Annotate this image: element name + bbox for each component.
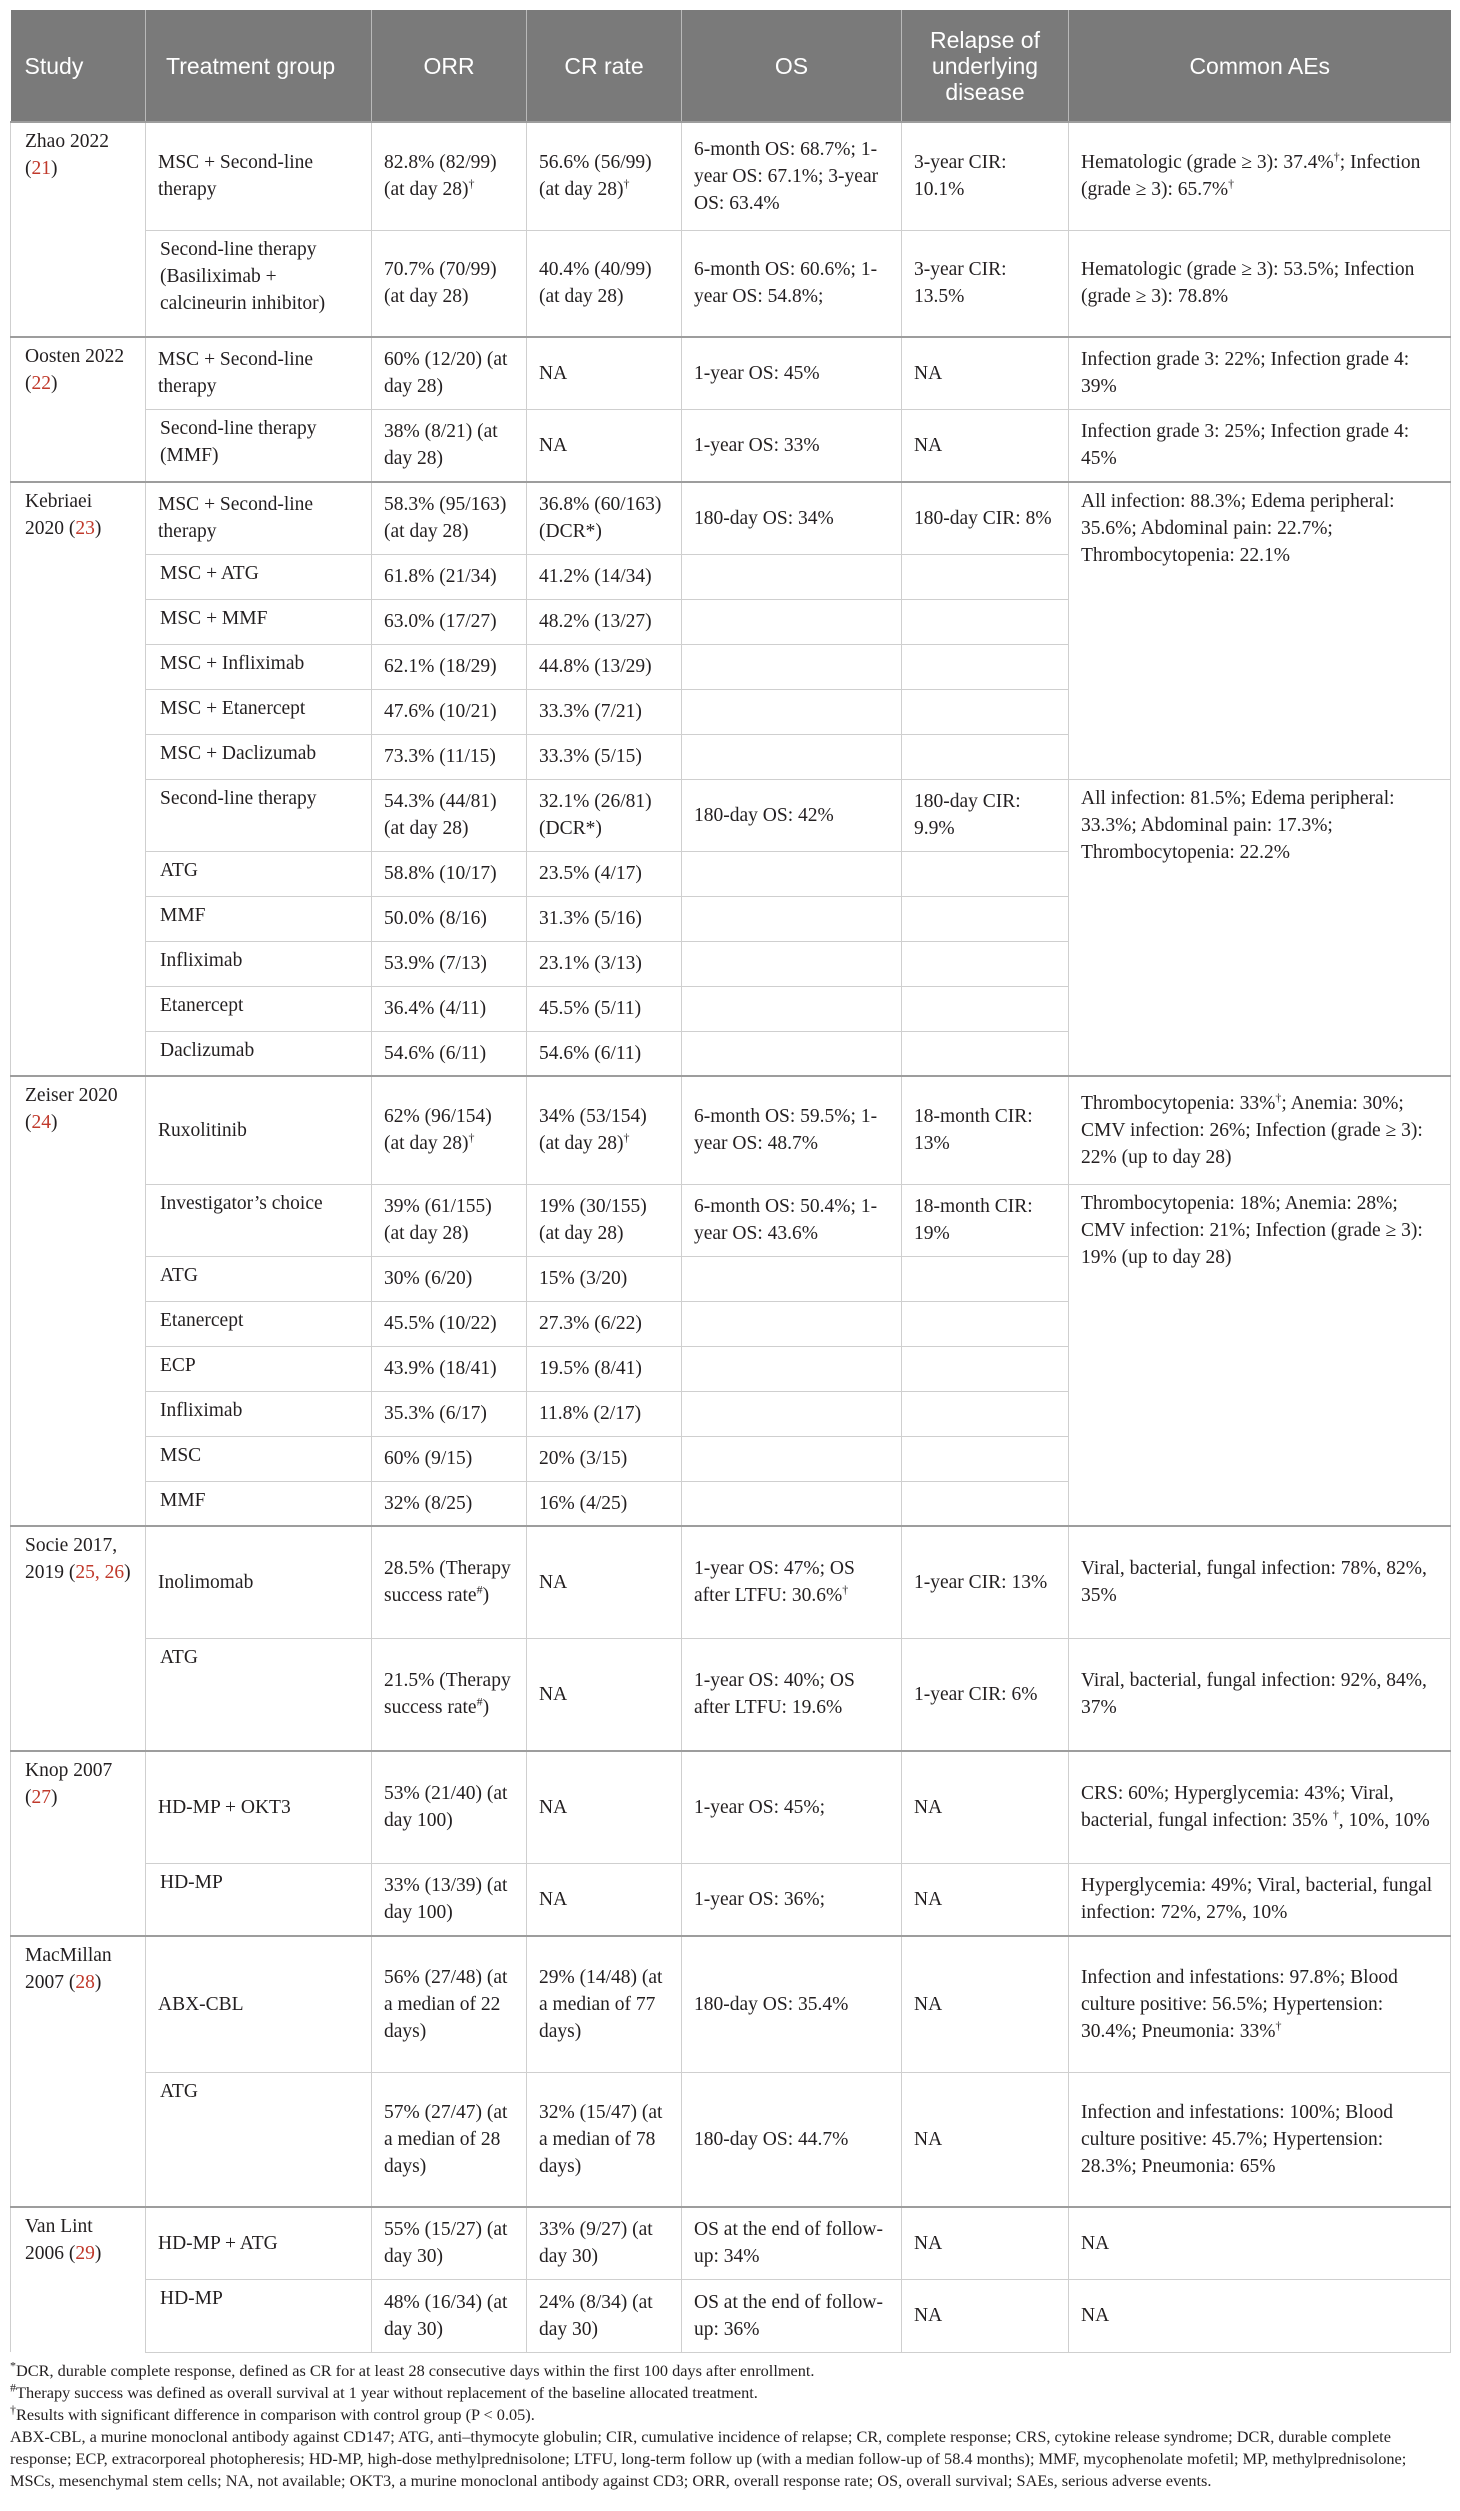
- relapse-cell: [902, 1436, 1069, 1481]
- os-cell: [682, 644, 902, 689]
- table-row: [11, 409, 1451, 482]
- study-cell: MacMillan 2007 (28): [11, 1936, 146, 2207]
- ae-cell: Hematologic (grade ≥ 3): 37.4%†; Infection (grade ≥ 3): 65.7%†: [1069, 122, 1451, 230]
- treatment-cell: MSC + Second-line therapy: [146, 337, 372, 409]
- os-cell: 1-year OS: 36%;: [682, 1863, 902, 1936]
- table-row: [11, 1936, 1451, 2072]
- relapse-cell: 180-day CIR: 8%: [902, 482, 1069, 554]
- orr-cell: 45.5% (10/22): [372, 1301, 527, 1346]
- table-row: [11, 122, 1451, 230]
- ae-cell: Hyperglycemia: 49%; Viral, bacterial, fungal infection: 72%, 27%, 10%: [1069, 1863, 1451, 1936]
- treatment-comparison-table: [10, 10, 1451, 2353]
- relapse-cell: 180-day CIR: 9.9%: [902, 779, 1069, 851]
- os-cell: [682, 1256, 902, 1301]
- header-os: OS: [682, 10, 902, 122]
- orr-cell: 47.6% (10/21): [372, 689, 527, 734]
- os-cell: 6-month OS: 59.5%; 1-year OS: 48.7%: [682, 1076, 902, 1184]
- relapse-cell: [902, 599, 1069, 644]
- relapse-cell: [902, 851, 1069, 896]
- treatment-cell: MMF: [146, 896, 372, 941]
- relapse-cell: [902, 689, 1069, 734]
- treatment-cell: ABX-CBL: [146, 1936, 372, 2072]
- os-cell: [682, 734, 902, 779]
- relapse-cell: [902, 941, 1069, 986]
- relapse-cell: [902, 734, 1069, 779]
- treatment-cell: MSC + Second-line therapy: [146, 482, 372, 554]
- treatment-cell: Etanercept: [146, 1301, 372, 1346]
- study-name: Kebriaei 2020: [25, 491, 93, 539]
- os-cell: 6-month OS: 60.6%; 1-year OS: 54.8%;: [682, 230, 902, 337]
- table-row: [11, 1184, 1451, 1256]
- os-cell: [682, 1436, 902, 1481]
- orr-cell: 32% (8/25): [372, 1481, 527, 1526]
- table-row: [11, 482, 1451, 554]
- header-treatment-group: Treatment group: [146, 10, 372, 122]
- os-cell: [682, 851, 902, 896]
- table-row: [11, 230, 1451, 337]
- orr-cell: 38% (8/21) (at day 28): [372, 409, 527, 482]
- study-reference-link[interactable]: 28: [75, 1972, 95, 1993]
- treatment-cell: MSC + Infliximab: [146, 644, 372, 689]
- study-name: Socie 2017, 2019: [25, 1535, 118, 1583]
- treatment-cell: HD-MP + ATG: [146, 2207, 372, 2279]
- treatment-cell: ATG: [146, 1638, 372, 1751]
- cr-cell: 19.5% (8/41): [527, 1346, 682, 1391]
- footnote-abbreviations: ABX-CBL, a murine monoclonal antibody against CD147; ATG, anti–thymocyte globulin; CIR, cumulative incidence of relapse; CR, complete response; CRS, cytokine release syndrome; DCR, durable complete response; ECP, extracorporeal photopheresis; HD-MP, high-dose methylprednisolone; LTFU, long-term follow up (with a median follow-up of 58.4 months); MMF, mycophenolate mofetil; MP, methylprednisolone; MSCs, mesenchymal stem cells; NA, not available; OKT3, a murine monoclonal antibody against CD3; ORR, overall response rate; OS, overall survival; SAEs, serious adverse events.: [10, 2426, 1407, 2490]
- treatment-cell: Second-line therapy (MMF): [146, 409, 372, 482]
- orr-cell: 39% (61/155) (at day 28): [372, 1184, 527, 1256]
- cr-cell: 16% (4/25): [527, 1481, 682, 1526]
- relapse-cell: [902, 986, 1069, 1031]
- orr-cell: 63.0% (17/27): [372, 599, 527, 644]
- footnote-dcr: *DCR, durable complete response, defined as CR for at least 28 consecutive days within the first 100 days after enrollment.: [10, 2358, 815, 2380]
- study-name: Zeiser 2020: [25, 1085, 118, 1106]
- ae-cell: All infection: 81.5%; Edema peripheral: 33.3%; Abdominal pain: 17.3%; Thrombocytopenia: 22.2%: [1069, 779, 1451, 1076]
- ae-cell: Infection and infestations: 97.8%; Blood culture positive: 56.5%; Hypertension: 30.4%; Pneumonia: 33%†: [1069, 1936, 1451, 2072]
- cr-cell: 32% (15/47) (at a median of 78 days): [527, 2072, 682, 2207]
- cr-cell: 31.3% (5/16): [527, 896, 682, 941]
- ae-cell: Hematologic (grade ≥ 3): 53.5%; Infection (grade ≥ 3): 78.8%: [1069, 230, 1451, 337]
- header-cr-rate: CR rate: [527, 10, 682, 122]
- cr-cell: 33.3% (7/21): [527, 689, 682, 734]
- os-cell: [682, 554, 902, 599]
- treatment-cell: MSC + Second-line therapy: [146, 122, 372, 230]
- table-footnotes: [10, 2360, 1450, 2492]
- relapse-cell: 3-year CIR: 10.1%: [902, 122, 1069, 230]
- study-name: Knop 2007: [25, 1760, 113, 1781]
- cr-cell: NA: [527, 1526, 682, 1638]
- orr-cell: 28.5% (Therapy success rate#): [372, 1526, 527, 1638]
- cr-cell: 33% (9/27) (at day 30): [527, 2207, 682, 2279]
- relapse-cell: NA: [902, 337, 1069, 409]
- cr-cell: 44.8% (13/29): [527, 644, 682, 689]
- orr-cell: 57% (27/47) (at a median of 28 days): [372, 2072, 527, 2207]
- cr-cell: 29% (14/48) (at a median of 77 days): [527, 1936, 682, 2072]
- study-reference-link[interactable]: 25, 26: [75, 1562, 125, 1583]
- os-cell: 1-year OS: 40%; OS after LTFU: 19.6%: [682, 1638, 902, 1751]
- ae-cell: NA: [1069, 2279, 1451, 2352]
- orr-cell: 60% (12/20) (at day 28): [372, 337, 527, 409]
- os-cell: [682, 1391, 902, 1436]
- os-cell: [682, 1031, 902, 1076]
- relapse-cell: [902, 1346, 1069, 1391]
- cr-cell: NA: [527, 1863, 682, 1936]
- orr-cell: 48% (16/34) (at day 30): [372, 2279, 527, 2352]
- cr-cell: 56.6% (56/99) (at day 28)†: [527, 122, 682, 230]
- relapse-cell: 18-month CIR: 13%: [902, 1076, 1069, 1184]
- cr-cell: 45.5% (5/11): [527, 986, 682, 1031]
- os-cell: [682, 986, 902, 1031]
- header-orr: ORR: [372, 10, 527, 122]
- study-name: Van Lint 2006: [25, 2216, 93, 2264]
- orr-cell: 35.3% (6/17): [372, 1391, 527, 1436]
- relapse-cell: NA: [902, 1751, 1069, 1863]
- treatment-cell: HD-MP: [146, 1863, 372, 1936]
- table-header-row: [11, 10, 1451, 122]
- ae-cell: All infection: 88.3%; Edema peripheral: 35.6%; Abdominal pain: 22.7%; Thrombocytopenia: 22.1%: [1069, 482, 1451, 779]
- orr-cell: 50.0% (8/16): [372, 896, 527, 941]
- orr-cell: 55% (15/27) (at day 30): [372, 2207, 527, 2279]
- cr-cell: NA: [527, 337, 682, 409]
- cr-cell: 27.3% (6/22): [527, 1301, 682, 1346]
- relapse-cell: 3-year CIR: 13.5%: [902, 230, 1069, 337]
- relapse-cell: NA: [902, 2072, 1069, 2207]
- orr-cell: 62% (96/154) (at day 28)†: [372, 1076, 527, 1184]
- ae-cell: Infection and infestations: 100%; Blood culture positive: 45.7%; Hypertension: 28.3%; Pneumonia: 65%: [1069, 2072, 1451, 2207]
- treatment-cell: ATG: [146, 2072, 372, 2207]
- cr-cell: 11.8% (2/17): [527, 1391, 682, 1436]
- treatment-cell: Ruxolitinib: [146, 1076, 372, 1184]
- relapse-cell: NA: [902, 2279, 1069, 2352]
- os-cell: [682, 941, 902, 986]
- study-reference-link[interactable]: 29: [75, 2243, 95, 2264]
- orr-cell: 70.7% (70/99) (at day 28): [372, 230, 527, 337]
- study-name: Zhao 2022: [25, 131, 109, 152]
- table-row: [11, 1863, 1451, 1936]
- table-row: [11, 1526, 1451, 1638]
- comparison-table-container: [10, 10, 1450, 2492]
- os-cell: 1-year OS: 45%;: [682, 1751, 902, 1863]
- orr-cell: 60% (9/15): [372, 1436, 527, 1481]
- study-name: MacMillan 2007: [25, 1945, 112, 1993]
- os-cell: 180-day OS: 35.4%: [682, 1936, 902, 2072]
- treatment-cell: Second-line therapy: [146, 779, 372, 851]
- orr-cell: 61.8% (21/34): [372, 554, 527, 599]
- relapse-cell: [902, 1481, 1069, 1526]
- relapse-cell: [902, 554, 1069, 599]
- table-row: [11, 1638, 1451, 1751]
- relapse-cell: NA: [902, 1863, 1069, 1936]
- treatment-cell: Infliximab: [146, 941, 372, 986]
- treatment-cell: Investigator’s choice: [146, 1184, 372, 1256]
- cr-cell: NA: [527, 1751, 682, 1863]
- ae-cell: CRS: 60%; Hyperglycemia: 43%; Viral, bacterial, fungal infection: 35% †, 10%, 10%: [1069, 1751, 1451, 1863]
- table-row: [11, 2072, 1451, 2207]
- orr-cell: 43.9% (18/41): [372, 1346, 527, 1391]
- study-cell: Oosten 2022 (22): [11, 337, 146, 482]
- os-cell: 180-day OS: 42%: [682, 779, 902, 851]
- ae-cell: Viral, bacterial, fungal infection: 92%, 84%, 37%: [1069, 1638, 1451, 1751]
- cr-cell: 34% (53/154) (at day 28)†: [527, 1076, 682, 1184]
- relapse-cell: NA: [902, 409, 1069, 482]
- orr-cell: 58.8% (10/17): [372, 851, 527, 896]
- treatment-cell: Etanercept: [146, 986, 372, 1031]
- treatment-cell: HD-MP: [146, 2279, 372, 2352]
- table-row: [11, 337, 1451, 409]
- cr-cell: 23.1% (3/13): [527, 941, 682, 986]
- orr-cell: 56% (27/48) (at a median of 22 days): [372, 1936, 527, 2072]
- footnote-therapy-success: #Therapy success was defined as overall survival at 1 year without replacement of the baseline allocated treatment.: [10, 2380, 758, 2402]
- study-cell: Zhao 2022 (21): [11, 122, 146, 337]
- treatment-cell: MSC + MMF: [146, 599, 372, 644]
- os-cell: OS at the end of follow-up: 36%: [682, 2279, 902, 2352]
- ae-cell: Thrombocytopenia: 33%†; Anemia: 30%; CMV infection: 26%; Infection (grade ≥ 3): 22% (up to day 28): [1069, 1076, 1451, 1184]
- orr-cell: 30% (6/20): [372, 1256, 527, 1301]
- table-row: [11, 2279, 1451, 2352]
- os-cell: 1-year OS: 45%: [682, 337, 902, 409]
- cr-cell: 20% (3/15): [527, 1436, 682, 1481]
- header-relapse: Relapse of underlying disease: [902, 10, 1069, 122]
- os-cell: 6-month OS: 50.4%; 1-year OS: 43.6%: [682, 1184, 902, 1256]
- relapse-cell: [902, 1301, 1069, 1346]
- relapse-cell: [902, 1256, 1069, 1301]
- treatment-cell: MSC + Daclizumab: [146, 734, 372, 779]
- os-cell: [682, 1301, 902, 1346]
- cr-cell: 23.5% (4/17): [527, 851, 682, 896]
- study-reference-link[interactable]: 24: [31, 1112, 51, 1133]
- os-cell: [682, 1481, 902, 1526]
- orr-cell: 82.8% (82/99) (at day 28)†: [372, 122, 527, 230]
- treatment-cell: MSC + ATG: [146, 554, 372, 599]
- os-cell: [682, 896, 902, 941]
- cr-cell: 24% (8/34) (at day 30): [527, 2279, 682, 2352]
- study-cell: Knop 2007 (27): [11, 1751, 146, 1936]
- orr-cell: 21.5% (Therapy success rate#): [372, 1638, 527, 1751]
- os-cell: OS at the end of follow-up: 34%: [682, 2207, 902, 2279]
- ae-cell: Infection grade 3: 25%; Infection grade 4: 45%: [1069, 409, 1451, 482]
- orr-cell: 33% (13/39) (at day 100): [372, 1863, 527, 1936]
- orr-cell: 62.1% (18/29): [372, 644, 527, 689]
- treatment-cell: MSC + Etanercept: [146, 689, 372, 734]
- table-row: [11, 779, 1451, 851]
- cr-cell: 32.1% (26/81) (DCR*): [527, 779, 682, 851]
- cr-cell: 48.2% (13/27): [527, 599, 682, 644]
- relapse-cell: [902, 1031, 1069, 1076]
- relapse-cell: [902, 1391, 1069, 1436]
- os-cell: 180-day OS: 34%: [682, 482, 902, 554]
- study-cell: Socie 2017, 2019 (25, 26): [11, 1526, 146, 1751]
- study-cell: Kebriaei 2020 (23): [11, 482, 146, 1076]
- orr-cell: 53% (21/40) (at day 100): [372, 1751, 527, 1863]
- treatment-cell: Second-line therapy (Basiliximab + calcineurin inhibitor): [146, 230, 372, 337]
- table-row: [11, 1751, 1451, 1863]
- study-reference-link[interactable]: 23: [75, 518, 95, 539]
- treatment-cell: ATG: [146, 1256, 372, 1301]
- os-cell: [682, 1346, 902, 1391]
- orr-cell: 53.9% (7/13): [372, 941, 527, 986]
- ae-cell: Thrombocytopenia: 18%; Anemia: 28%; CMV infection: 21%; Infection (grade ≥ 3): 19% (up to day 28): [1069, 1184, 1451, 1526]
- os-cell: [682, 689, 902, 734]
- cr-cell: NA: [527, 409, 682, 482]
- ae-cell: Viral, bacterial, fungal infection: 78%, 82%, 35%: [1069, 1526, 1451, 1638]
- cr-cell: 19% (30/155) (at day 28): [527, 1184, 682, 1256]
- orr-cell: 54.6% (6/11): [372, 1031, 527, 1076]
- orr-cell: 36.4% (4/11): [372, 986, 527, 1031]
- cr-cell: NA: [527, 1638, 682, 1751]
- cr-cell: 33.3% (5/15): [527, 734, 682, 779]
- study-reference-link[interactable]: 27: [31, 1787, 51, 1808]
- treatment-cell: Daclizumab: [146, 1031, 372, 1076]
- study-name: Oosten 2022: [25, 346, 125, 367]
- ae-cell: Infection grade 3: 22%; Infection grade 4: 39%: [1069, 337, 1451, 409]
- treatment-cell: HD-MP + OKT3: [146, 1751, 372, 1863]
- treatment-cell: ECP: [146, 1346, 372, 1391]
- cr-cell: 41.2% (14/34): [527, 554, 682, 599]
- treatment-cell: MMF: [146, 1481, 372, 1526]
- os-cell: 180-day OS: 44.7%: [682, 2072, 902, 2207]
- ae-cell: NA: [1069, 2207, 1451, 2279]
- header-study: Study: [11, 10, 146, 122]
- orr-cell: 58.3% (95/163) (at day 28): [372, 482, 527, 554]
- treatment-cell: Inolimomab: [146, 1526, 372, 1638]
- cr-cell: 36.8% (60/163) (DCR*): [527, 482, 682, 554]
- cr-cell: 54.6% (6/11): [527, 1031, 682, 1076]
- orr-cell: 54.3% (44/81) (at day 28): [372, 779, 527, 851]
- relapse-cell: 18-month CIR: 19%: [902, 1184, 1069, 1256]
- treatment-cell: ATG: [146, 851, 372, 896]
- os-cell: 1-year OS: 33%: [682, 409, 902, 482]
- table-row: [11, 1076, 1451, 1184]
- study-cell: Van Lint 2006 (29): [11, 2207, 146, 2352]
- relapse-cell: NA: [902, 2207, 1069, 2279]
- orr-cell: 73.3% (11/15): [372, 734, 527, 779]
- cr-cell: 40.4% (40/99) (at day 28): [527, 230, 682, 337]
- relapse-cell: 1-year CIR: 13%: [902, 1526, 1069, 1638]
- os-cell: 6-month OS: 68.7%; 1-year OS: 67.1%; 3-year OS: 63.4%: [682, 122, 902, 230]
- relapse-cell: [902, 644, 1069, 689]
- os-cell: 1-year OS: 47%; OS after LTFU: 30.6%†: [682, 1526, 902, 1638]
- table-row: [11, 2207, 1451, 2279]
- footnote-significance: †Results with significant difference in comparison with control group (P < 0.05).: [10, 2402, 535, 2424]
- study-reference-link[interactable]: 21: [31, 158, 51, 179]
- treatment-cell: MSC: [146, 1436, 372, 1481]
- table-body: [11, 122, 1451, 2352]
- treatment-cell: Infliximab: [146, 1391, 372, 1436]
- cr-cell: 15% (3/20): [527, 1256, 682, 1301]
- study-cell: Zeiser 2020 (24): [11, 1076, 146, 1526]
- relapse-cell: NA: [902, 1936, 1069, 2072]
- study-reference-link[interactable]: 22: [31, 373, 51, 394]
- relapse-cell: [902, 896, 1069, 941]
- header-common-aes: Common AEs: [1069, 10, 1451, 122]
- relapse-cell: 1-year CIR: 6%: [902, 1638, 1069, 1751]
- os-cell: [682, 599, 902, 644]
